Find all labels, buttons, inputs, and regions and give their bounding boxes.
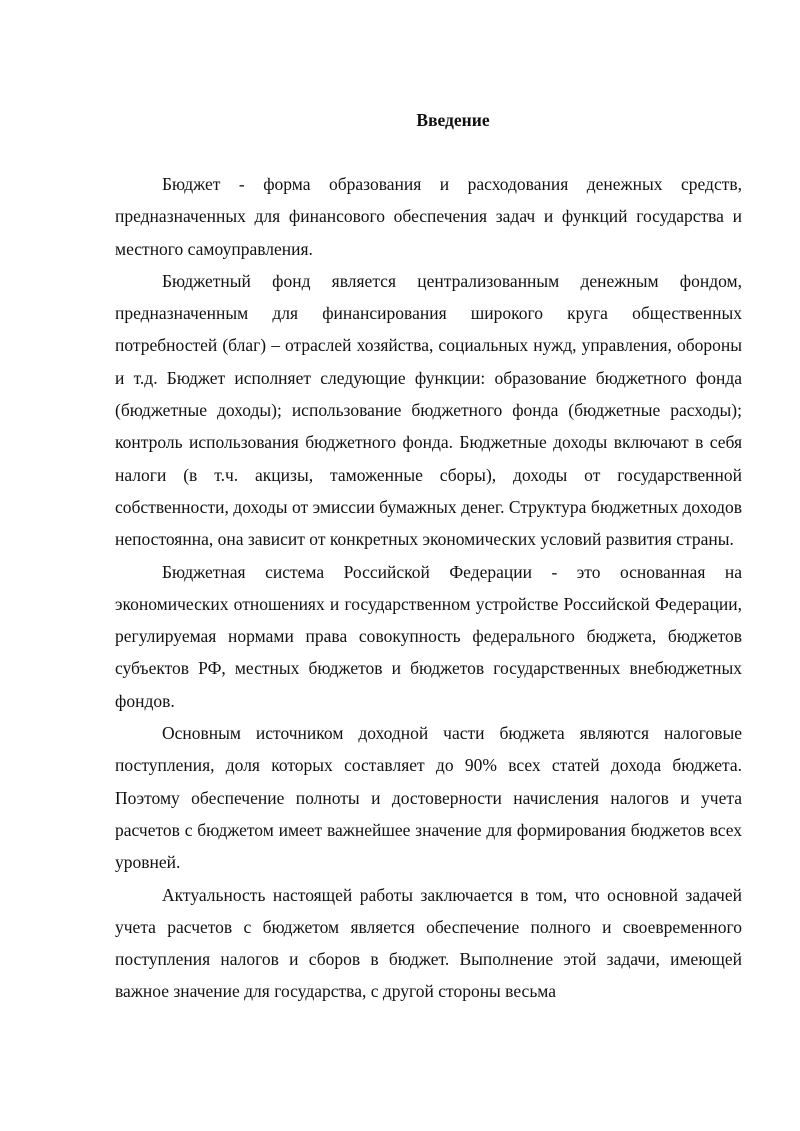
document-body	[115, 168, 742, 1008]
paragraph-budget-definition: Бюджет - форма образования и расходования денежных средств, предназначенных для финансового обеспечения задач и функций государства и местного самоуправления.	[115, 174, 742, 259]
paragraph-tax-revenue: Основным источником доходной части бюджета являются налоговые поступления, доля которых составляет до 90% всех статей дохода бюджета. Поэтому обеспечение полноты и достоверности начисления налогов и учета расчетов с бюджетом имеет важнейшее значение для формирования бюджетов всех уровней.	[115, 723, 742, 873]
page-title: Введение	[416, 110, 490, 130]
paragraph-budget-system: Бюджетная система Российской Федерации - это основанная на экономических отношениях и государственном устройстве Российской Федерации, регулируемая нормами права совокупность федерального бюджета, бюджетов субъектов РФ, местных бюджетов и бюджетов государственных внебюджетных фондов.	[115, 561, 742, 711]
paragraph-relevance: Актуальность настоящей работы заключается в том, что основной задачей учета расчетов с бюджетом является обеспечение полного и своевременного поступления налогов и сборов в бюджет. Выполнение этой задачи, имеющей важное значение для государства, с другой стороны весьма	[115, 884, 742, 1002]
paragraph-budget-fund: Бюджетный фонд является централизованным денежным фондом, предназначенным для финансирования широкого круга общественных потребностей (благ) – отраслей хозяйства, социальных нужд, управления, обороны и т.д. Бюджет исполняет следующие функции: образование бюджетного фонда (бюджетные доходы); использование бюджетного фонда (бюджетные расходы); контроль использования бюджетного фонда. Бюджетные доходы включают в себя налоги (в т.ч. акцизы, таможенные сборы), доходы от государственной собственности, доходы от эмиссии бумажных денег. Структура бюджетных доходов непостоянна, она зависит от конкретных экономических условий развития страны.	[115, 270, 742, 550]
